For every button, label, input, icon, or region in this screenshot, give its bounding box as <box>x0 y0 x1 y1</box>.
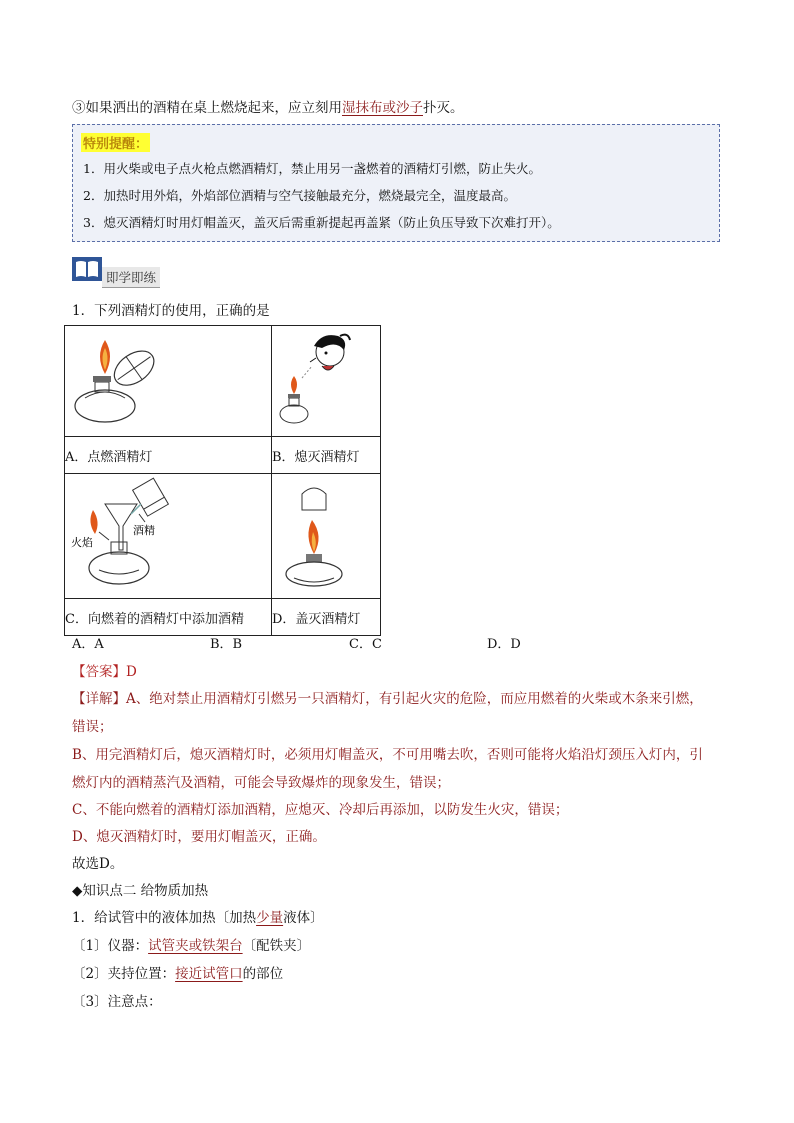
book-icon <box>72 257 102 281</box>
figure-cell-d <box>272 474 381 599</box>
answer-label: 【答案】D <box>72 664 137 680</box>
reminder-item-1: 1．用火柴或电子点火枪点燃酒精灯，禁止用另一盏燃着的酒精灯引燃，防止失火。 <box>83 161 541 176</box>
choice-c: C．C <box>349 637 382 652</box>
explanation-line: 错误； <box>72 719 113 735</box>
explanation-line: 【详解】A、绝对禁止用酒精灯引燃另一只酒精灯，有引起火灾的危险，而应用燃着的火柴或木条来引燃， <box>72 691 703 707</box>
caption-d: D．盖灭酒精灯 <box>272 599 381 636</box>
label-alcohol: 酒精 <box>133 524 155 537</box>
reminder-item-2: 2．加热时用外焰，外焰部位酒精与空气接触最充分，燃烧最完全，温度最高。 <box>83 188 516 203</box>
options-table <box>64 325 381 636</box>
knowledge-line-4: 〔3〕注意点： <box>72 994 162 1010</box>
choice-a: A．A <box>72 637 104 652</box>
figure-cell-c <box>65 474 272 599</box>
figure-cell-b <box>272 326 381 437</box>
final-choice-line: 故选D。 <box>72 856 124 872</box>
choice-d: D．D <box>487 637 521 652</box>
explanation-line: 燃灯内的酒精蒸汽及酒精，可能会导致爆炸的现象发生，错误； <box>72 775 450 791</box>
explanation-line: D、熄灭酒精灯时，要用灯帽盖灭，正确。 <box>72 829 326 845</box>
reminder-box <box>72 124 720 242</box>
caption-a: A．点燃酒精灯 <box>65 437 272 474</box>
knowledge-heading: ◆知识点二 给物质加热 <box>72 883 209 899</box>
intro-highlight: 湿抹布或沙子 <box>342 100 423 116</box>
adding-alcohol-figure <box>65 474 271 594</box>
knowledge-line-2: 〔1〕仪器：试管夹或铁架台〔配铁夹〕 <box>72 938 311 954</box>
blowing-out-lamp-figure <box>272 326 380 432</box>
caption-c: C．向燃着的酒精灯中添加酒精 <box>65 599 272 636</box>
question-stem: 1．下列酒精灯的使用，正确的是 <box>72 303 270 319</box>
reminder-item-3: 3．熄灭酒精灯时用灯帽盖灭，盖灭后需重新提起再盖紧（防止负压导致下次难打开）。 <box>83 215 560 230</box>
explanation-line: B、用完酒精灯后，熄灭酒精灯时，必须用灯帽盖灭，不可用嘴去吹，否则可能将火焰沿灯颈压入灯内，引 <box>72 747 703 763</box>
knowledge-line-3: 〔2〕夹持位置：接近试管口的部位 <box>72 966 284 982</box>
knowledge-line-1: 1．给试管中的液体加热〔加热少量液体〕 <box>72 910 324 926</box>
section-badge-label: 即学即练 <box>102 267 160 288</box>
figure-cell-a <box>65 326 272 437</box>
capping-lamp-figure <box>272 474 380 594</box>
section-badge <box>72 257 160 287</box>
lamp-lit-by-lamp-figure <box>65 326 271 432</box>
caption-b: B．熄灭酒精灯 <box>272 437 381 474</box>
label-flame: 火焰 <box>71 536 93 549</box>
reminder-title: 特别提醒： <box>81 133 150 152</box>
choice-b: B．B <box>210 637 243 652</box>
explanation-line: C、不能向燃着的酒精灯添加酒精，应熄灭、冷却后再添加，以防发生火灾，错误； <box>72 802 569 818</box>
intro-line: ③如果洒出的酒精在桌上燃烧起来，应立刻用湿抹布或沙子扑灭。 <box>72 100 464 116</box>
